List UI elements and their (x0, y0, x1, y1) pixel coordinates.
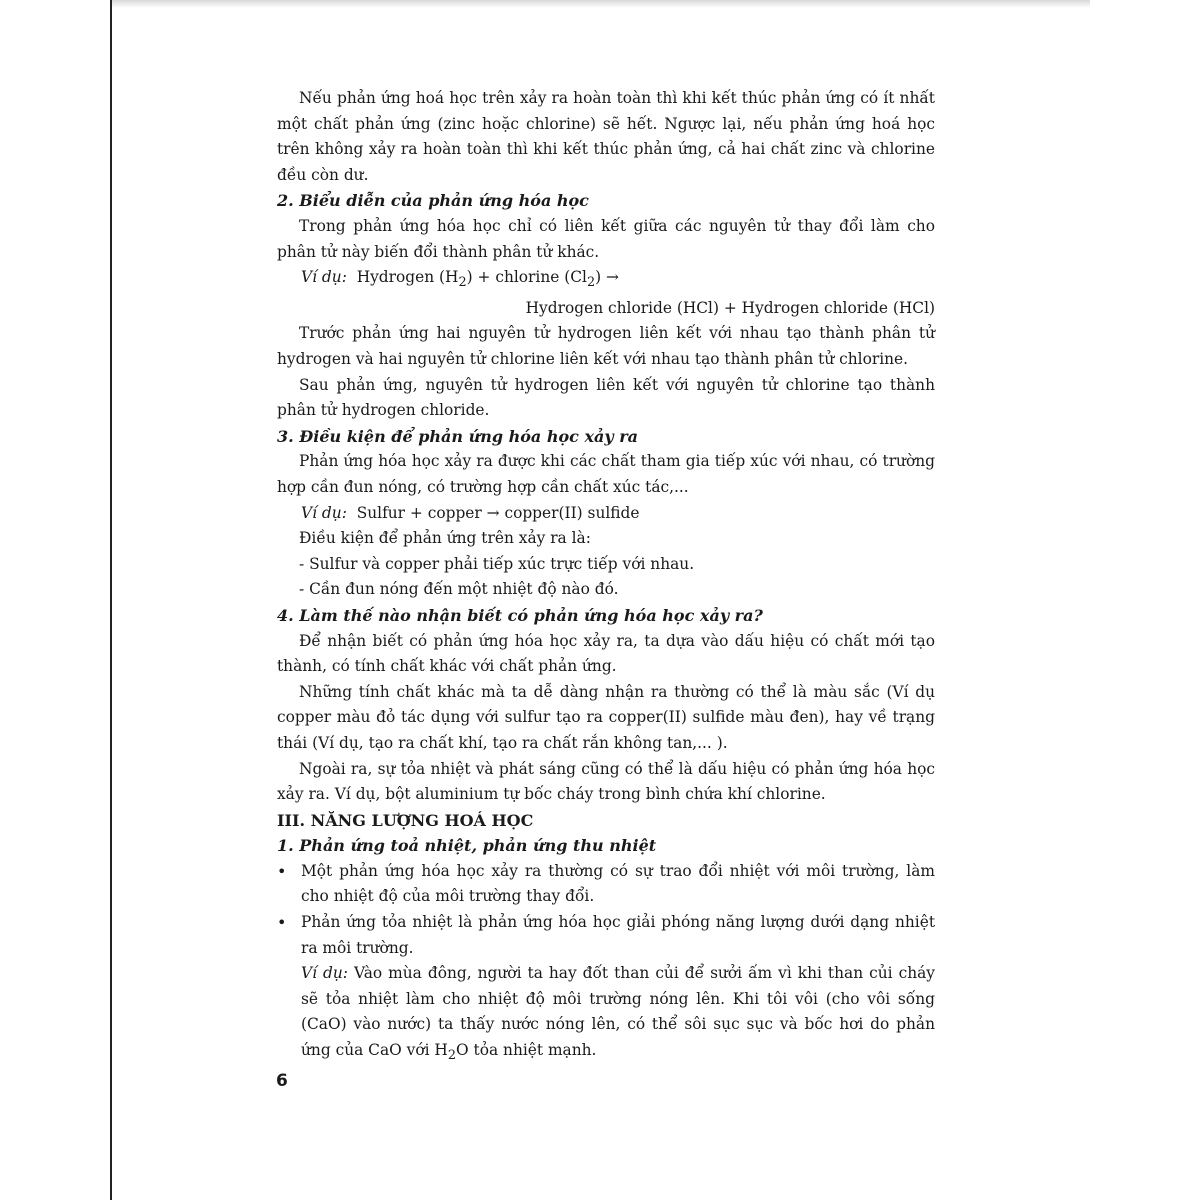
equation-part-b: ) + chlorine (Cl (466, 268, 587, 287)
equation-sub-cl2: 2 (586, 275, 596, 291)
section-2-paragraph-1: Trong phản ứng hóa học chỉ có liên kết giữa các nguyên tử thay đổi làm cho phân tử này biến đổi thành phân tử khác. (277, 216, 935, 261)
bullet-icon: • (277, 913, 287, 933)
bullet-example-text-b: O tỏa nhiệt mạnh. (456, 1041, 597, 1060)
paragraph-intro: Nếu phản ứng hoá học trên xảy ra hoàn toàn thì khi kết thúc phản ứng có ít nhất một chất phản ứng (zinc hoặc chlorine) sẽ hết. Ngược lại, nếu phản ứng hoá học trên không xảy ra hoàn toàn thì khi kết thúc phản ứng, cả hai chất zinc và chlorine đều còn dư. (277, 89, 935, 184)
section-3-conditions-intro: Điều kiện để phản ứng trên xảy ra là: (299, 529, 591, 548)
section-4-paragraph-1: Để nhận biết có phản ứng hóa học xảy ra, ta dựa vào dấu hiệu có chất mới tạo thành, có tính chất khác với chất phản ứng. (277, 631, 935, 676)
bullet-item-1 (277, 859, 935, 910)
page-left-border (110, 0, 112, 1200)
bullet-text-2: Phản ứng tỏa nhiệt là phản ứng hóa học giải phóng năng lượng dưới dạng nhiệt ra môi trường. (301, 913, 935, 957)
bullet-example (277, 961, 935, 1068)
section-2-heading: 2. Biểu diễn của phản ứng hóa học (277, 191, 589, 211)
section-4-heading: 4. Làm thế nào nhận biết có phản ứng hóa học xảy ra? (277, 605, 763, 625)
section-3-paragraph-1: Phản ứng hóa học xảy ra được khi các chất tham gia tiếp xúc với nhau, có trường hợp cần đun nóng, có trường hợp cần chất xúc tác,... (277, 452, 935, 496)
section-3-condition-2: - Cần đun nóng đến một nhiệt độ nào đó. (299, 580, 619, 599)
example-label: Ví dụ: (301, 964, 348, 983)
equation-part-a: Hydrogen (H (356, 268, 459, 287)
section-4-paragraph-2: Những tính chất khác mà ta dễ dàng nhận ra thường có thể là màu sắc (Ví dụ copper màu đỏ tác dụng với sulfur tạo ra copper(II) sulfide màu đen), hay về trạng thái (Ví dụ, tạo ra chất khí, tạo ra chất rắn không tan,... ). (277, 682, 935, 752)
section-3-heading: 3. Điều kiện để phản ứng hóa học xảy ra (277, 426, 639, 446)
example-label: Ví dụ: (301, 503, 347, 522)
section-3-condition-1: - Sulfur và copper phải tiếp xúc trực tiếp với nhau. (299, 554, 695, 573)
bullet-icon: • (277, 861, 287, 881)
bullet-text-1: Một phản ứng hóa học xảy ra thường có sự trao đổi nhiệt với môi trường, làm cho nhiệt độ của môi trường thay đổi. (301, 861, 935, 906)
bullet-example-sub: 2 (447, 1048, 456, 1064)
section-2-equation-products: Hydrogen chloride (HCl) + Hydrogen chloride (HCl) (525, 298, 935, 317)
page-content (277, 86, 935, 1069)
bullet-example-text-a: Vào mùa đông, người ta hay đốt than củi để sưởi ấm vì khi than củi cháy sẽ tỏa nhiệt làm cho nhiệt độ môi trường nóng lên. Khi tôi vôi (cho vôi sống (CaO) vào nước) ta thấy nước nóng lên, có thể sôi sục sục và bốc hơi do phản ứng của CaO với H (301, 964, 935, 1060)
section-4-paragraph-3: Ngoài ra, sự tỏa nhiệt và phát sáng cũng có thể là dấu hiệu có phản ứng hóa học xảy ra. Ví dụ, bột aluminium tự bốc cháy trong bình chứa khí chlorine. (277, 759, 935, 804)
equation-sub-h2: 2 (458, 275, 467, 291)
example-label: Ví dụ: (301, 268, 347, 287)
part-3-subheading-1: 1. Phản ứng toả nhiệt, phản ứng thu nhiệt (277, 836, 657, 856)
section-2-example (277, 265, 935, 296)
section-3-equation: Sulfur + copper → copper(II) sulfide (356, 503, 640, 522)
page-number: 6 (276, 1071, 288, 1091)
part-3-heading: III. NĂNG LƯỢNG HOÁ HỌC (277, 810, 534, 830)
section-2-paragraph-3: Sau phản ứng, nguyên tử hydrogen liên kết với nguyên tử chlorine tạo thành phân tử hydrogen chloride. (277, 375, 935, 420)
equation-part-c: ) → (595, 268, 619, 287)
page-top-shadow (112, 0, 1090, 8)
section-2-paragraph-2: Trước phản ứng hai nguyên tử hydrogen liên kết với nhau tạo thành phân tử hydrogen và hai nguyên tử chlorine liên kết với nhau tạo thành phân tử chlorine. (277, 324, 935, 369)
section-3-example (277, 501, 935, 527)
bullet-item-2 (277, 910, 935, 961)
